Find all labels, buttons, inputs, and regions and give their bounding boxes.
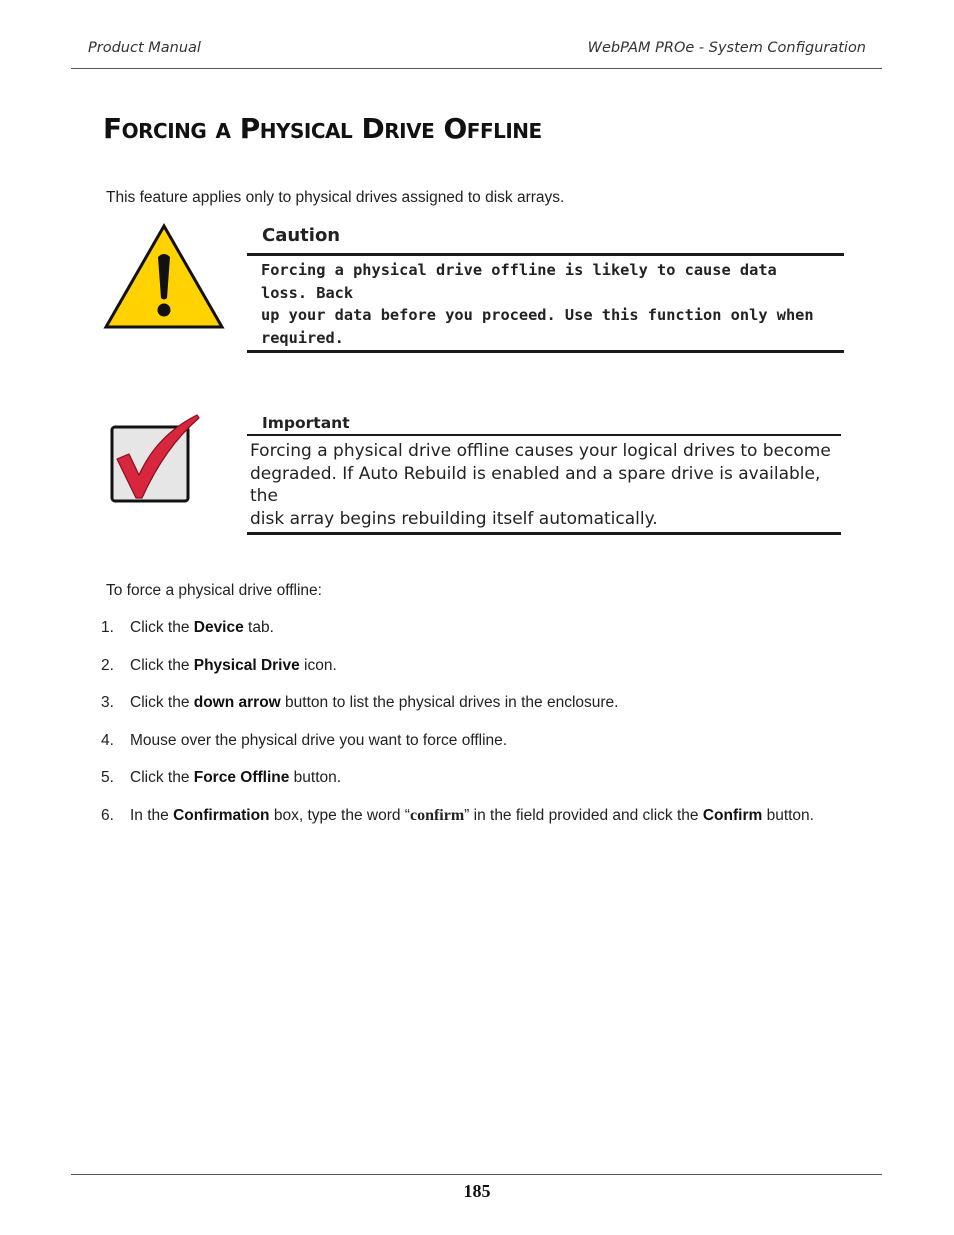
step-number: 5. (101, 769, 114, 786)
step-item (101, 732, 507, 750)
step-item (101, 807, 814, 825)
warning-icon (103, 223, 225, 330)
step-number: 3. (101, 694, 114, 711)
step-bold: Device (193, 619, 244, 636)
step-number: 2. (101, 657, 114, 674)
step-text: button to list the physical drives in the enclosure. (280, 694, 619, 711)
important-text (250, 440, 845, 530)
caution-line: Forcing a physical drive offline is likely to cause data loss. Back (261, 261, 777, 302)
step-keyword: confirm (409, 807, 465, 824)
important-line: Forcing a physical drive offline causes your logical drives to become (250, 441, 831, 461)
step-text: Click the (130, 694, 194, 711)
step-text: icon. (299, 657, 337, 674)
checkmark-icon (109, 413, 202, 505)
important-rule-top (247, 434, 841, 436)
step-text: Mouse over the physical drive you want to force offline. (130, 732, 508, 749)
step-text: Click the (130, 619, 194, 636)
footer-rule (71, 1174, 882, 1175)
step-item (101, 694, 618, 712)
header-left: Product Manual (88, 40, 201, 56)
step-text: In the (130, 807, 174, 824)
header-rule (71, 68, 882, 69)
important-line: disk array begins rebuilding itself automatically. (250, 508, 658, 529)
step-number: 4. (101, 732, 114, 749)
important-line: degraded. If Auto Rebuild is enabled and a spare drive is available, the (250, 463, 821, 506)
page-number: 185 (463, 1181, 491, 1201)
header-right: WebPAM PROe - System Configuration (587, 40, 866, 56)
section-title: Forcing a Physical Drive Offline (103, 112, 542, 145)
step-bold: Confirm (702, 807, 763, 824)
step-item (101, 619, 274, 637)
step-item (101, 657, 337, 675)
step-bold: Confirmation (173, 807, 270, 824)
caution-line: required. (261, 328, 344, 347)
important-rule-bottom (247, 532, 841, 535)
step-bold: down arrow (193, 694, 281, 711)
caution-line: up your data before you proceed. Use this function only when (261, 306, 814, 325)
step-bold: Force Offline (193, 769, 290, 786)
step-text: button. (289, 769, 342, 786)
step-text: tab. (243, 619, 274, 636)
intro-paragraph: This feature applies only to physical drives assigned to disk arrays. (106, 189, 565, 206)
step-text: Click the (130, 769, 194, 786)
caution-heading: Caution (262, 225, 341, 246)
important-heading: Important (262, 414, 350, 432)
caution-text (261, 259, 831, 349)
step-item (101, 769, 341, 787)
step-text: box, type the word “ (269, 807, 410, 824)
step-number: 1. (101, 619, 114, 636)
step-bold: Physical Drive (193, 657, 300, 674)
step-number: 6. (101, 807, 114, 824)
step-text: ” in the field provided and click the (464, 807, 703, 824)
step-text: Click the (130, 657, 194, 674)
procedure-intro: To force a physical drive offline: (106, 582, 322, 599)
caution-rule-top (247, 253, 844, 256)
caution-rule-bottom (247, 350, 844, 353)
step-text: button. (762, 807, 814, 824)
